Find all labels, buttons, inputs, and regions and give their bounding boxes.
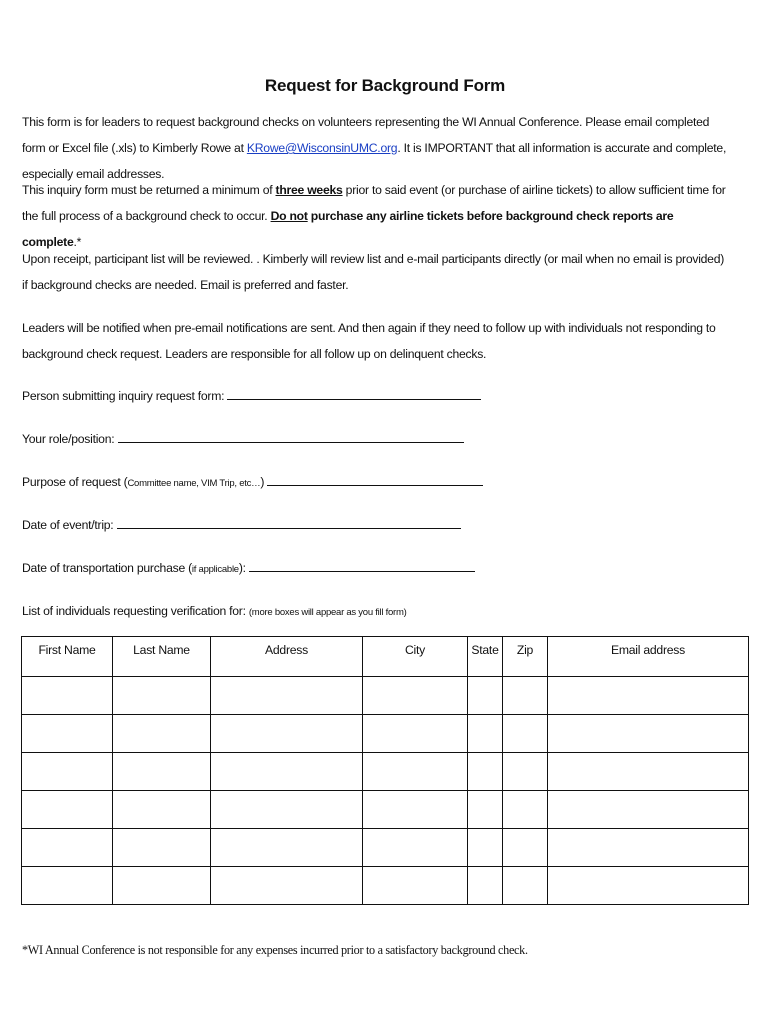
cell-address[interactable] (211, 753, 363, 791)
event-date-label: Date of event/trip: (22, 518, 114, 532)
table-header-row (22, 637, 749, 677)
cell-zip[interactable] (503, 867, 548, 905)
transport-hint: if applicable (191, 564, 239, 575)
cell-last-name[interactable] (113, 753, 211, 791)
cell-zip[interactable] (503, 791, 548, 829)
cell-first-name[interactable] (22, 753, 113, 791)
page-title: Request for Background Form (264, 76, 506, 95)
cell-last-name[interactable] (113, 715, 211, 753)
cell-last-name[interactable] (113, 829, 211, 867)
transport-input-line[interactable] (249, 561, 475, 572)
cell-email[interactable] (548, 791, 749, 829)
cell-address[interactable] (211, 791, 363, 829)
cell-address[interactable] (211, 867, 363, 905)
transport-field (22, 561, 475, 575)
do-not-emphasis: Do not (270, 209, 308, 223)
intro-text-start: This form is for leaders to request background checks on volunteers representing the WI Annual Conference. Please email completed form or Excel file (.xls) to Kimberly Rowe at (22, 115, 710, 155)
timing-paragraph (22, 177, 728, 255)
cell-state[interactable] (468, 829, 503, 867)
list-hint: (more boxes will appear as you fill form) (248, 607, 407, 618)
cell-zip[interactable] (503, 715, 548, 753)
table-row (22, 867, 749, 905)
cell-first-name[interactable] (22, 867, 113, 905)
cell-last-name[interactable] (113, 867, 211, 905)
cell-city[interactable] (363, 867, 468, 905)
role-field (22, 432, 464, 446)
header-email: Email address (548, 637, 749, 677)
purpose-label: Purpose of request ( (22, 475, 128, 489)
cell-address[interactable] (211, 677, 363, 715)
submitter-label: Person submitting inquiry request form: (22, 389, 225, 403)
receipt-paragraph: Upon receipt, participant list will be reviewed. . Kimberly will review list and e-mail participants directly (or mail when no email is provided) if background checks are needed. Email is preferred and faster. (22, 252, 725, 292)
list-heading (22, 604, 407, 618)
table-row (22, 715, 749, 753)
cell-email[interactable] (548, 753, 749, 791)
header-last-name: Last Name (113, 637, 211, 677)
cell-state[interactable] (468, 677, 503, 715)
header-state: State (468, 637, 503, 677)
role-label: Your role/position: (22, 432, 115, 446)
transport-label-close: ): (238, 561, 246, 575)
cell-last-name[interactable] (113, 677, 211, 715)
event-date-input-line[interactable] (117, 518, 461, 529)
three-weeks-emphasis: three weeks (275, 183, 343, 197)
cell-first-name[interactable] (22, 677, 113, 715)
cell-email[interactable] (548, 867, 749, 905)
timing-text-end: .* (73, 235, 82, 249)
header-address: Address (211, 637, 363, 677)
cell-city[interactable] (363, 715, 468, 753)
cell-city[interactable] (363, 677, 468, 715)
purpose-hint: Committee name, VIM Trip, etc… (127, 478, 261, 489)
footnote: *WI Annual Conference is not responsible for any expenses incurred prior to a satisfactory background check. (22, 943, 528, 957)
intro-text-end: . It is IMPORTANT that all information is accurate and complete, especially email addresses. (22, 141, 727, 181)
header-first-name: First Name (22, 637, 113, 677)
cell-zip[interactable] (503, 677, 548, 715)
list-label: List of individuals requesting verification for: (22, 604, 246, 618)
purpose-field (22, 475, 483, 489)
table-row (22, 791, 749, 829)
submitter-field (22, 389, 481, 403)
intro-paragraph (22, 109, 728, 187)
event-date-field (22, 518, 461, 532)
leaders-paragraph: Leaders will be notified when pre-email notifications are sent. And then again if they need to follow up with individuals not responding to background check request. Leaders are responsible for all follow up on delinquent checks. (22, 321, 716, 361)
cell-state[interactable] (468, 791, 503, 829)
table-row (22, 677, 749, 715)
cell-state[interactable] (468, 867, 503, 905)
cell-address[interactable] (211, 715, 363, 753)
cell-zip[interactable] (503, 829, 548, 867)
cell-city[interactable] (363, 829, 468, 867)
role-input-line[interactable] (118, 432, 464, 443)
cell-first-name[interactable] (22, 791, 113, 829)
cell-first-name[interactable] (22, 829, 113, 867)
airline-warning: purchase any airline tickets before background check reports are complete (22, 209, 674, 249)
table-row (22, 829, 749, 867)
purpose-label-close: ) (260, 475, 265, 489)
cell-last-name[interactable] (113, 791, 211, 829)
cell-email[interactable] (548, 715, 749, 753)
header-city: City (363, 637, 468, 677)
timing-text-start: This inquiry form must be returned a minimum of (22, 183, 276, 197)
cell-state[interactable] (468, 753, 503, 791)
verification-table (21, 636, 749, 905)
purpose-input-line[interactable] (267, 475, 483, 486)
email-link[interactable]: KRowe@WisconsinUMC.org (246, 141, 398, 155)
cell-city[interactable] (363, 753, 468, 791)
cell-city[interactable] (363, 791, 468, 829)
header-zip: Zip (503, 637, 548, 677)
cell-first-name[interactable] (22, 715, 113, 753)
cell-state[interactable] (468, 715, 503, 753)
submitter-input-line[interactable] (227, 389, 481, 400)
cell-email[interactable] (548, 677, 749, 715)
cell-email[interactable] (548, 829, 749, 867)
timing-text-mid: prior to said event (or purchase of airline tickets) to allow sufficient time for the full process of a background check to occur. (22, 183, 726, 223)
transport-label: Date of transportation purchase ( (22, 561, 192, 575)
table-row (22, 753, 749, 791)
cell-zip[interactable] (503, 753, 548, 791)
cell-address[interactable] (211, 829, 363, 867)
